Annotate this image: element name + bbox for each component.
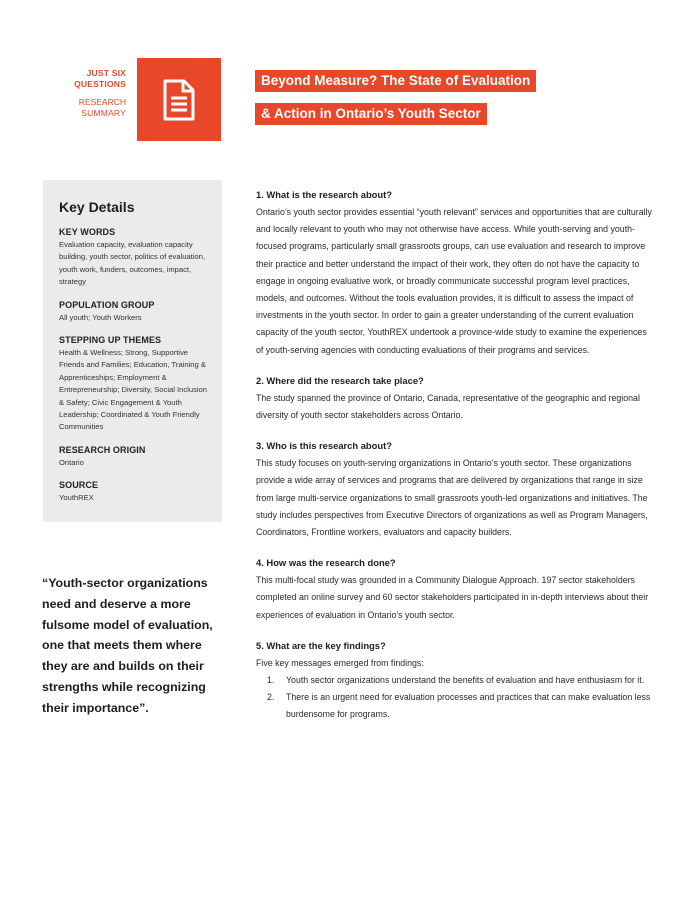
question-2-heading: 2. Where did the research take place? [256,374,424,386]
research-origin-text: Ontario [59,457,84,467]
question-4-heading: 4. How was the research done? [256,557,396,569]
list-item-text: There is an urgent need for evaluation processes and practices that can make evaluation less burdensome for programs. [286,692,651,720]
question-3-heading: 3. Who is this research about? [256,440,392,452]
stepping-up-themes-text: Health & Wellness; Strong, Supportive Friends and Families; Education, Training & Apprenticeships; Employment & Entrepreneurship; Diversity, Social Inclusion & Safety; Civic Engagement & Youth Leadership; Coordinated & Youth Friendly Communities [59,348,208,432]
question-5-heading: 5. What are the key findings? [256,639,386,651]
question-5-answer: Five key messages emerged from findings: [256,657,424,668]
question-2-answer: The study spanned the province of Ontario, Canada, representative of the geographic and regional diversity of youth sector stakeholders across Ontario. [256,392,640,421]
list-item-text: Youth sector organizations understand the benefits of evaluation and have enthusiasm for it. [286,675,645,686]
key-details-panel [43,180,222,522]
pull-quote: “Youth-sector organizations need and deserve a more fulsome model of evaluation, one that meets them where they are and builds on their strengths while recognizing their importance”. [42,576,213,715]
series-label [56,68,126,119]
population-group-text: All youth; Youth Workers [59,312,142,322]
question-4-answer: This multi-focal study was grounded in a Community Dialogue Approach. 197 sector stakeholders completed an online survey and 60 sector stakeholders participated in in-depth interviews about their experiences of evaluation in Ontario’s youth sector. [256,575,649,620]
title-line-1: Beyond Measure? The State of Evaluation [255,70,536,92]
series-kicker-line-1: JUST SIX [86,68,126,78]
series-sub-line-2: SUMMARY [81,108,126,118]
question-3-answer: This study focuses on youth-serving organizations in Ontario’s youth sector. These organizations provide a wide array of services and programs that are delivered by organizations that range in size from large multi-service organizations to small grassroots youth-led organizations and initiatives. The study includes perspectives from Executive Directors of organizations as well as Program Managers, Coordinators, Frontline workers, evaluators and capacity builders. [256,458,648,538]
source-text: YouthREX [59,493,94,503]
list-item [256,672,656,689]
page-title [255,70,536,125]
list-item [256,689,656,723]
list-item-number: 2. [267,692,275,703]
question-1-answer: Ontario’s youth sector provides essential “youth relevant” services and opportunities that are culturally and locally relevant to youth who may not otherwise have access. While youth-serving and youth-focused programs, particularly small grassroots groups, can use evaluation and research to improve their practice and better understand the impact of their work, they often do not have the capacity to engage in ongoing evaluative work, or broadly communicate successful program level practices, models, and outcomes. Without the tools evaluation provides, it is difficult to assess the impact of investments in the youth sector. In order to gain a greater understanding of the current evaluation capacity of the youth sector, YouthREX undertook a province-wide study to examine the experiences of youth-serving agencies with conducting evaluations of their programs and services. [256,207,652,355]
key-findings-list [256,672,656,724]
stepping-up-themes-label: STEPPING UP THEMES [59,335,162,346]
source-label: SOURCE [59,480,99,491]
document-badge [137,58,221,141]
question-1-heading: 1. What is the research about? [256,189,392,200]
title-line-2: & Action in Ontario’s Youth Sector [255,103,487,125]
series-sub-line-1: RESEARCH [78,97,126,107]
series-kicker-line-2: QUESTIONS [74,79,126,89]
main-content [256,189,656,724]
population-group-label: POPULATION GROUP [59,299,155,310]
research-origin-label: RESEARCH ORIGIN [59,444,146,455]
key-words-label: KEY WORDS [59,227,116,237]
key-details-heading: Key Details [59,199,135,215]
list-item-number: 1. [267,675,275,686]
document-icon [162,79,196,121]
key-words-text: Evaluation capacity, evaluation capacity building, youth sector, politics of evaluation, youth work, funders, outcomes, impact, strategy [59,240,206,287]
